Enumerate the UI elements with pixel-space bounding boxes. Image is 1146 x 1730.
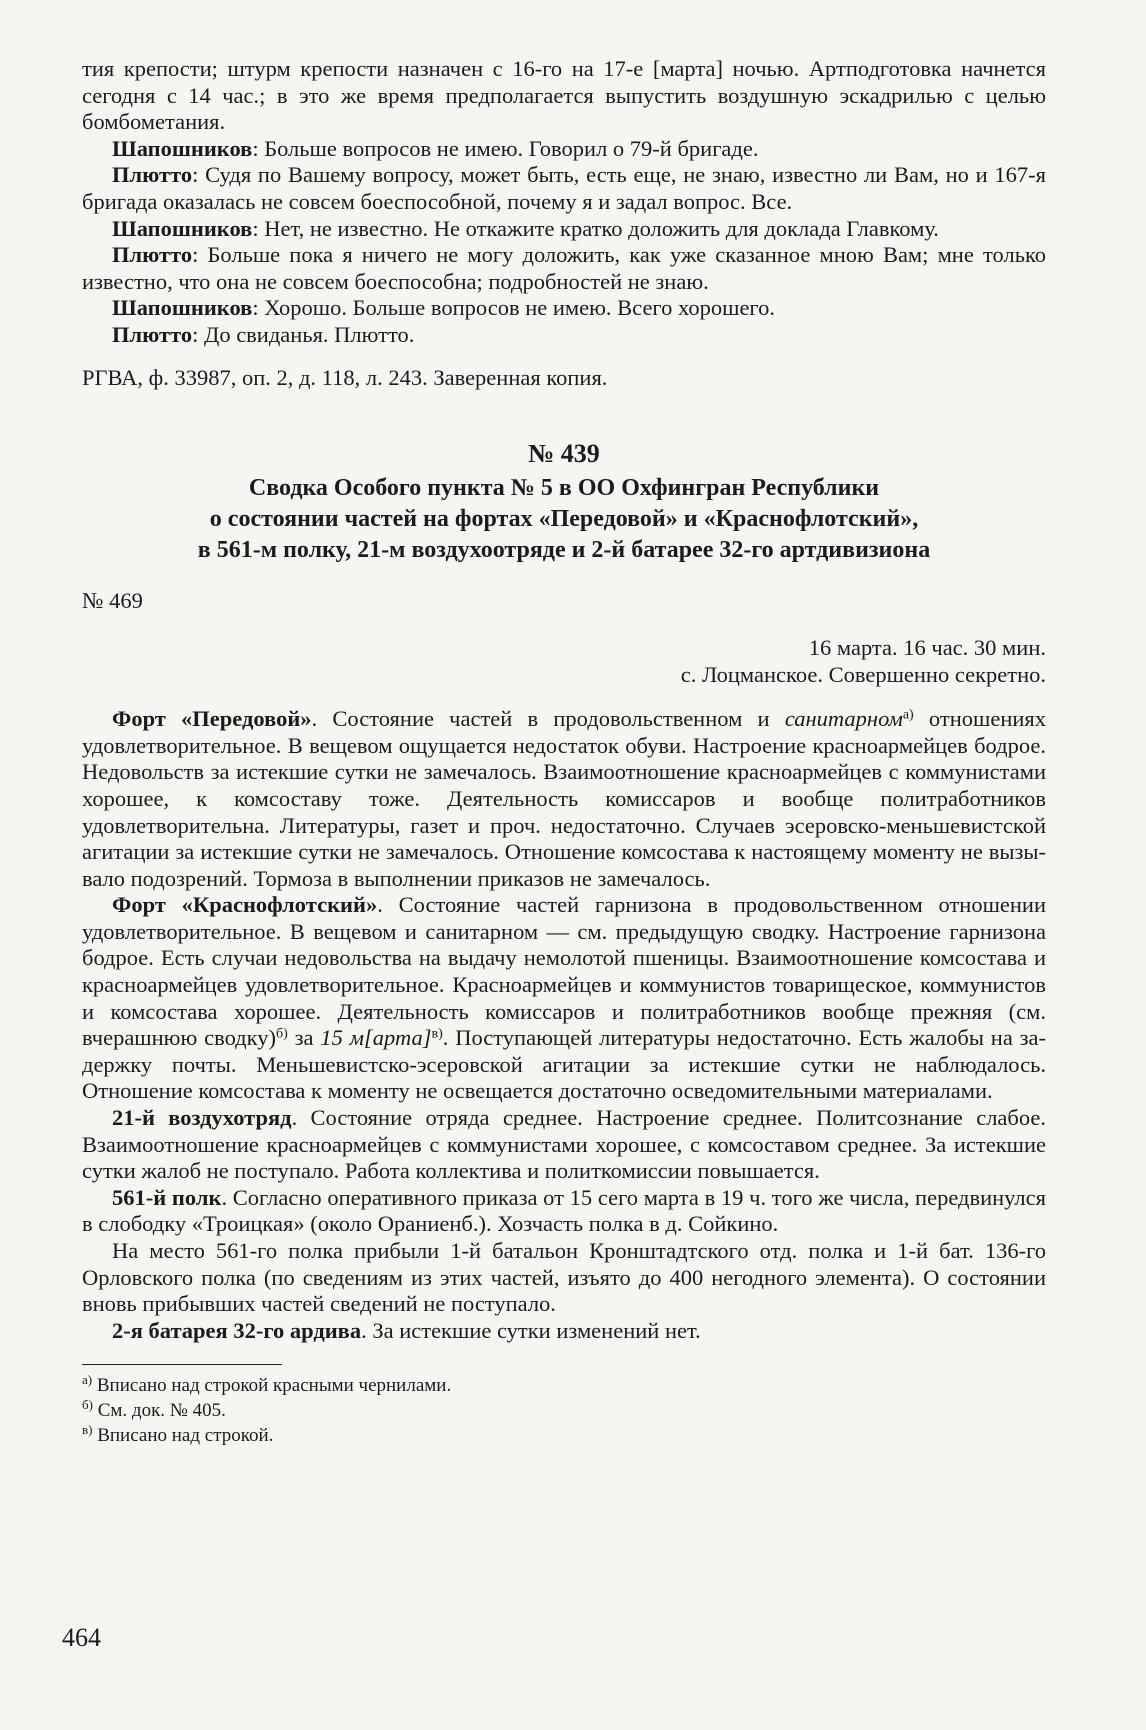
dialogue-line [82, 295, 1046, 322]
speaker-name: Шапошников [112, 135, 253, 161]
report-paragraph: Форт «Краснофлотский». Состояние частей гарнизона в продовольственном отношении удовлетворительное. В вещевом и санитарном — см. предыдущую сводку. Настроение гарнизона бодрое. Есть случаи недовольства на выдачу немолотой пшеницы. Взаимоотношение комсостава и красноармейцев удовлетворительное. Красноармейцев и коммунистов товарищеское, коммунистов и комсостава хорошее. Деятельность комиссаров и политработников вообще прежняя (см. вчерашнюю сводку)$^{б)}$ за 15 м[арта]$^{в)}$. Поступающей литературы недостаточно. Есть жалобы на задержку почты. Меньшевистско-эсеровской агитации за истекшие сутки не наблюдалось. Отношение комсостава к моменту не освещается достаточно осведомительными материалами. [82, 892, 1047, 1104]
footnote: $^{а)}$ Вписано над строкой красными чернилами. [82, 1372, 452, 1397]
dialogue-line [82, 242, 1046, 295]
footnote-ref: а) [902, 707, 914, 723]
document-title-line: о состоянии частей на фортах «Передовой» и «Краснофлотский», [209, 506, 919, 533]
footnote: $^{б)}$ См. док. № 405. [82, 1397, 226, 1422]
footnote-ref: в) [431, 1026, 443, 1042]
footnote-mark: в) [82, 1422, 93, 1438]
footnote: $^{в)}$ Вписано над строкой. [82, 1422, 274, 1447]
report-paragraph: 561-й полк. Согласно оперативного приказа от 15 сего марта в 19 ч. того же числа, передвинулся в слободку «Троицкая» (около Ораниенб.). Хозчасть полка в д. Сойкино. [82, 1184, 1046, 1237]
speaker-text: : Судя по Вашему вопросу, может быть, есть еще, не знаю, известно ли Вам, но и 167-я бригада оказалась не совсем боеспособной, почему я и задал вопрос. Все. [82, 162, 1046, 214]
page-number: 464 [62, 1623, 101, 1652]
document-number: № 439 [528, 439, 600, 469]
document-date: 16 марта. 16 час. 30 мин. [808, 635, 1046, 661]
speaker-text: : Больше пока я ничего не могу доложить, как уже сказанное мною Вам; мне только известно, что она не совсем боеспособна; подробностей не знаю. [82, 242, 1046, 294]
section-heading: 561-й полк [112, 1184, 222, 1210]
document-title-line: Сводка Особого пункта № 5 в ОО Охфингран Республики [248, 475, 880, 502]
dialogue-line [82, 322, 1046, 349]
report-paragraph: 2-я батарея 32-го ардива. За истекшие сутки изменений нет. [112, 1317, 701, 1343]
speaker-text: : Нет, не известно. Не откажите кратко доложить для доклада Главкому. [252, 215, 939, 241]
section-heading: Форт «Передовой» [112, 706, 312, 732]
registration-number: № 469 [82, 588, 143, 614]
section-heading: 21-й воздухотряд [112, 1105, 292, 1131]
archive-source-note: РГВА, ф. 33987, оп. 2, д. 118, л. 243. Заверенная копия. [82, 364, 608, 390]
dialogue-line [82, 216, 1046, 243]
speaker-text: : Больше вопросов не имею. Говорил о 79-й бригаде. [252, 135, 759, 161]
document-place-classification: с. Лоцманское. Совершенно секретно. [680, 662, 1046, 688]
report-paragraph: На место 561-го полка прибыли 1-й батальон Кронштадтского отд. полка и 1-й бат. 136-го Орловского полка (по сведениям из этих частей, изъято до 400 негодного элемента). О состоянии вновь прибывших частей сведений не поступало. [82, 1238, 1046, 1317]
footnote-ref: б) [275, 1026, 288, 1042]
section-heading: Форт «Краснофлотский» [112, 892, 378, 918]
text-paragraph: тия крепости; штурм крепости назначен с 16-го на 17-е [марта] ночью. Артподготовка начнется сегодня с 14 час.; в это же время предполагается выпустить воздушную эскадрилью с целью бомбометания. [82, 56, 1046, 135]
report-paragraph: 21-й воздухотряд. Состояние отряда среднее. Настроение среднее. Политсознание слабое. Взаимоотношение красноармейцев с коммунистами хорошее, с комсоставом среднее. За истекшие сутки жалоб не поступало. Работа коллектива и политкомиссии повышается. [82, 1105, 1046, 1184]
speaker-name: Плютто [112, 162, 193, 188]
speaker-name: Плютто [112, 321, 193, 347]
speaker-text: : До свиданья. Плютто. [192, 321, 415, 347]
report-paragraph: Форт «Передовой». Состояние частей в продовольственном и санитарном$^{а)}$ отношениях удовлетворительное. В вещевом ощущается недостаток обуви. Настроение красноармейцев бодрое. Недовольств за истекшие сутки не замечалось. Взаимоотношение красноармейцев с коммунистами хорошее, к комсоставу тоже. Деятельность комиссаров и вообще политработников удовлетворительна. Литературы, газет и проч. недостаточно. Случаев эсеровско-меньшевистской агитации за истекшие сутки не замечалось. Отношение комсостава к настоящему моменту не вызывало подозрений. Тормоза в выполнении приказов не замечалось. [82, 706, 1047, 891]
document-title-line: в 561-м полку, 21-м воздухоотряде и 2-й батарее 32-го артдивизиона [197, 537, 931, 564]
footnote-mark: б) [82, 1397, 93, 1413]
section-heading: 2-я батарея 32-го ардива [112, 1317, 362, 1343]
footnote-divider [82, 1364, 282, 1365]
speaker-name: Шапошников [112, 295, 253, 321]
speaker-name: Плютто [112, 242, 193, 268]
speaker-text: : Хорошо. Больше вопросов не имею. Всего хорошего. [252, 295, 775, 321]
footnote-mark: а) [82, 1372, 93, 1388]
dialogue-line [82, 136, 1046, 163]
speaker-name: Шапошников [112, 215, 253, 241]
dialogue-line [82, 162, 1046, 215]
